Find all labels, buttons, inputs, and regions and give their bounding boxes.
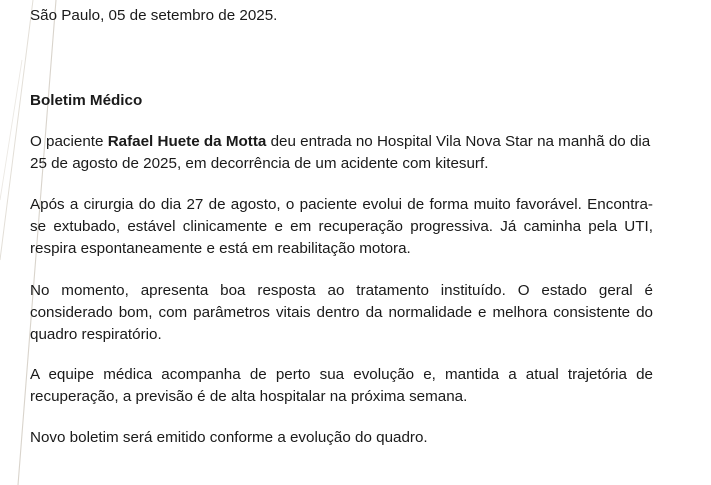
- paragraph-next-bulletin: Novo boletim será emitido conforme a evolução do quadro.: [30, 429, 428, 446]
- paragraph-discharge-forecast: A equipe médica acompanha de perto sua evolução e, mantida a atual trajetória de recuperação, a previsão é de alta hospitalar na próxima semana.: [30, 366, 653, 405]
- paragraph-admission-rest: deu entrada no Hospital Vila Nova Star na manhã do dia 25 de agosto de 2025, em decorrência de um acidente com kitesurf.: [30, 133, 651, 172]
- date-line: São Paulo, 05 de setembro de 2025.: [30, 7, 278, 24]
- bulletin-heading: Boletim Médico: [30, 92, 143, 109]
- paragraph-admission-lead: O paciente: [30, 133, 108, 150]
- paragraph-admission: [30, 131, 653, 175]
- paragraph-post-surgery: Após a cirurgia do dia 27 de agosto, o paciente evolui de forma muito favorável. Encontra-se extubado, estável clinicamente e em recuperação progressiva. Já caminha pela UTI, respira espontaneamente e está em reabilitação motora.: [30, 196, 653, 257]
- patient-name: Rafael Huete da Motta: [107, 133, 267, 150]
- paragraph-current-state: No momento, apresenta boa resposta ao tratamento instituído. O estado geral é considerado bom, com parâmetros vitais dentro da normalidade e melhora consistente do quadro respiratório.: [30, 282, 653, 343]
